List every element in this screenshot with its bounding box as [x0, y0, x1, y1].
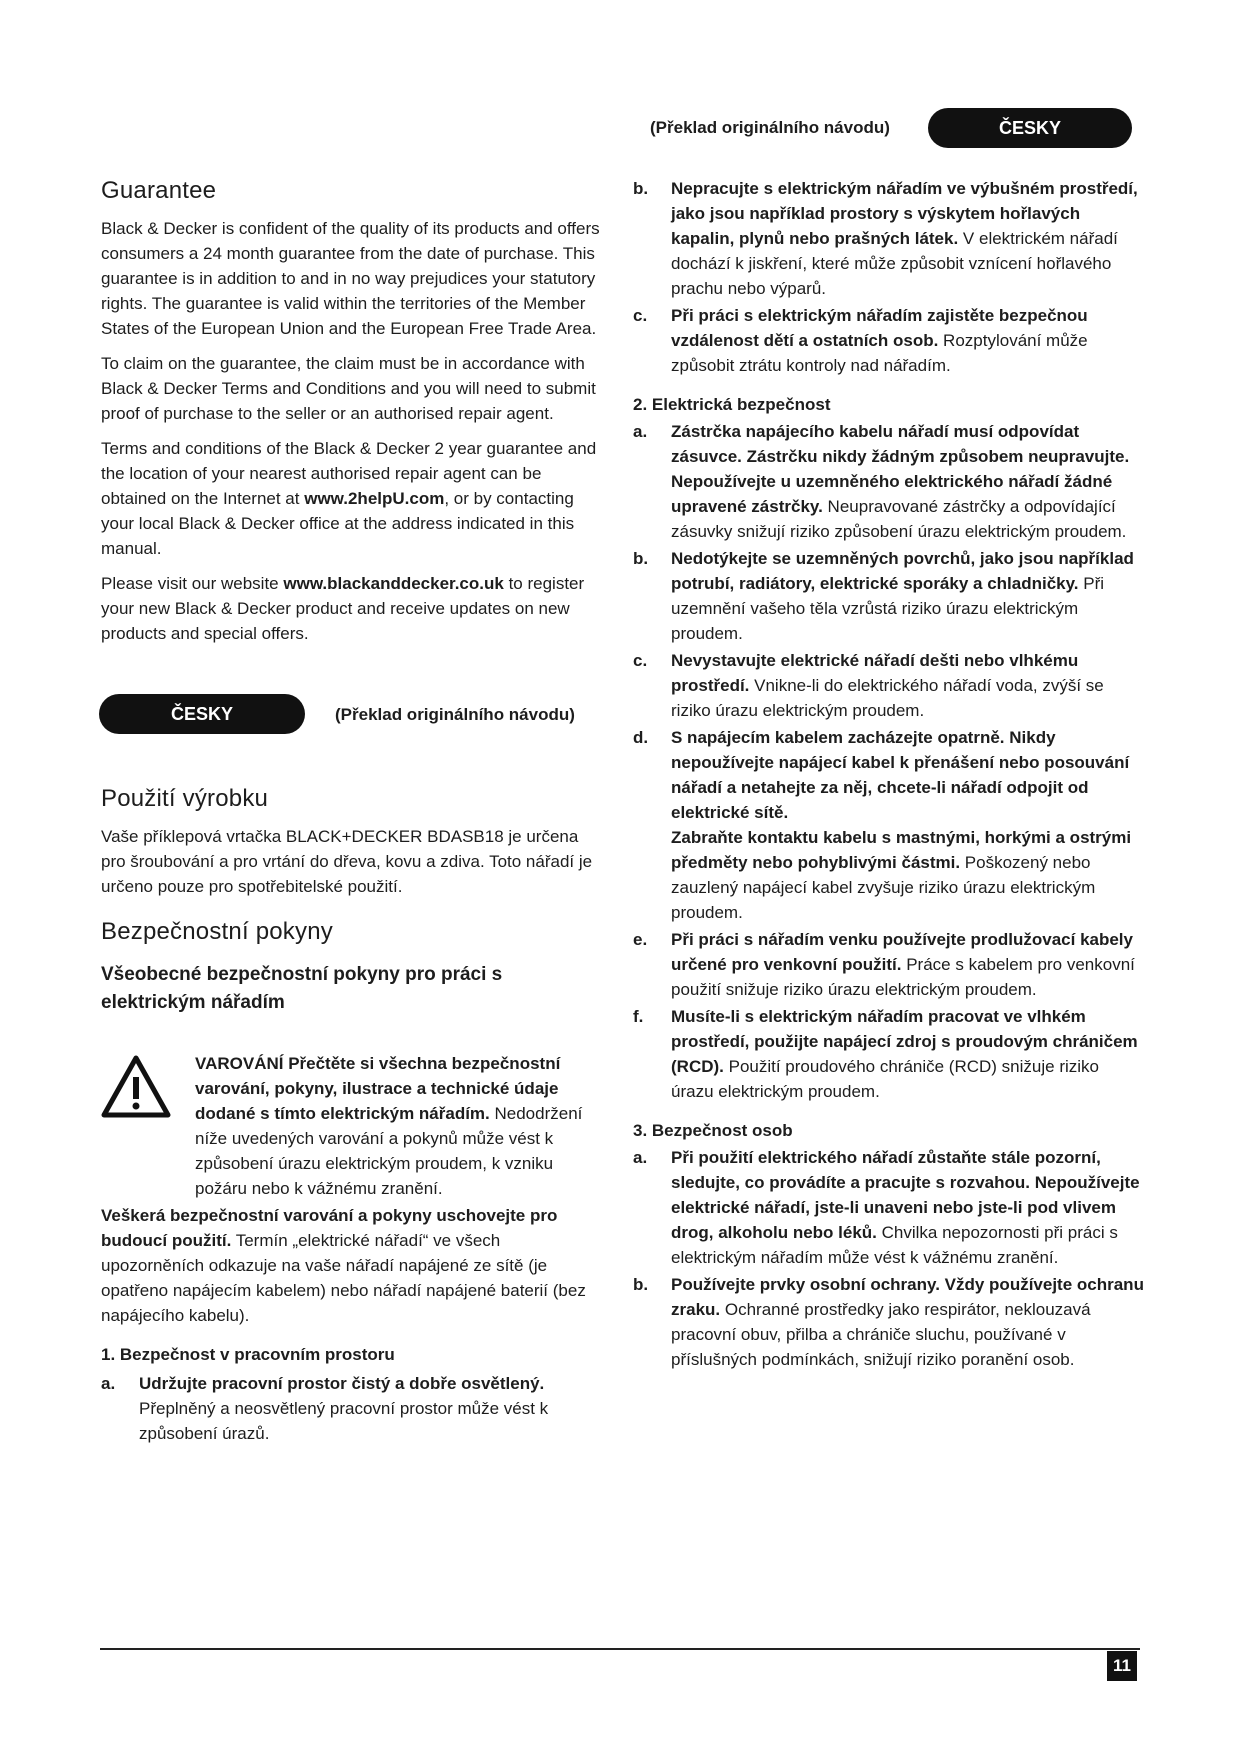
guarantee-terms-paragraph: Terms and conditions of the Black & Decker 2 year guarantee and the location of your nearest authorised repair agent can be obtained on the Internet at www.2helpU.com, or by contacting your local Black & Decker office at the address indicated in this manual.	[101, 439, 597, 558]
website-link[interactable]: www.blackanddecker.co.uk	[283, 574, 504, 593]
warning-block	[101, 1051, 601, 1201]
list-item: b. Používejte prvky osobní ochrany. Vždy používejte ochranu zraku. Ochranné prostředky jako respirátor, neklouzavá pracovní obuv, přilba a chrániče sluchu, používané v příslušných podmínkách, snižují riziko poranění osob.	[633, 1275, 1144, 1369]
guarantee-paragraph: Black & Decker is confident of the quality of its products and offers consumers a 24 month guarantee from the date of purchase. This guarantee is in addition to and in no way prejudices your statutory rights. The guarantee is valid within the territories of the Member States of the European Union and the European Free Trade Area.	[101, 219, 600, 338]
list-item: d. S napájecím kabelem zacházejte opatrně. Nikdy nepoužívejte napájecí kabel k přenášení nebo posouvání nářadí a netahejte za něj, chcete-li nářadí odpojit od elektrické sítě. Zabraňte kontaktu kabelu s mastnými, horkými a ostrými předměty nebo pohyblivými částmi. Poškozený nebo zauzlený napájecí kabel zvyšuje riziko úrazu elektrickým proudem.	[633, 728, 1132, 922]
list-item: a. Zástrčka napájecího kabelu nářadí musí odpovídat zásuvce. Zástrčku nikdy žádným způsobem neupravujte. Nepoužívejte u uzemněného elektrického nářadí žádné upravené zástrčky. Neupravované zástrčky a odpovídající zásuvky snižují riziko způsobení úrazu elektrickým proudem.	[633, 422, 1130, 541]
section-heading-3: 3. Bezpečnost osob	[633, 1121, 793, 1140]
helpu-link[interactable]: www.2helpU.com	[304, 489, 445, 508]
section-heading-2: 2. Elektrická bezpečnost	[633, 395, 831, 414]
warning-triangle-icon	[101, 1055, 171, 1119]
guarantee-title: Guarantee	[101, 177, 217, 204]
list-item: c. Při práci s elektrickým nářadím zajistěte bezpečnou vzdálenost dětí a ostatních osob. Rozptylování může způsobit ztrátu kontroly nad nářadím.	[633, 306, 1088, 375]
section-heading-1: 1. Bezpečnost v pracovním prostoru	[101, 1345, 395, 1364]
warning-text: VAROVÁNÍ Přečtěte si všechna bezpečnostní varování, pokyny, ilustrace a technické údaje dodané s tímto elektrickým nářadím. Nedodržení níže uvedených varování a pokynů může vést k způsobení úrazu elektrickým proudem, k vzniku požáru nebo k vážnému zranění.	[195, 1054, 583, 1198]
section-banner	[101, 694, 601, 738]
safety-title: Bezpečnostní pokyny	[101, 918, 333, 945]
left-column	[101, 176, 601, 1446]
list-item: b. Nedotýkejte se uzemněných povrchů, jako jsou například potrubí, radiátory, elektrické sporáky a chladničky. Při uzemnění vašeho těla vzrůstá riziko úrazu elektrickým proudem.	[633, 549, 1134, 643]
list-item: a. Udržujte pracovní prostor čistý a dobře osvětlený. Přeplněný a neosvětlený pracovní prostor může vést k způsobení úrazů.	[101, 1374, 549, 1443]
list-item: c. Nevystavujte elektrické nářadí dešti nebo vlhkému prostředí. Vnikne-li do elektrického nářadí voda, zvýší se riziko úrazu elektrickým proudem.	[633, 651, 1104, 720]
page-number: 11	[1107, 1651, 1137, 1681]
right-column	[633, 176, 1145, 1372]
list-item: e. Při práci s nářadím venku používejte prodlužovací kabely určené pro venkovní použití. Práce s kabelem pro venkovní použití snižuje riziko úrazu elektrickým proudem.	[633, 930, 1135, 999]
guarantee-website-paragraph: Please visit our website www.blackanddecker.co.uk to register your new Black & Decker product and receive updates on new products and special offers.	[101, 574, 585, 643]
section-language-pill: ČESKY	[99, 694, 305, 734]
guarantee-claim-paragraph: To claim on the guarantee, the claim must be in accordance with Black & Decker Terms and Conditions and you will need to submit proof of purchase to the seller or an authorised repair agent.	[101, 354, 596, 423]
header-label: (Překlad originálního návodu)	[650, 118, 890, 137]
footer-divider	[100, 1648, 1140, 1650]
list-item: b. Nepracujte s elektrickým nářadím ve výbušném prostředí, jako jsou například prostory s výskytem hořlavých kapalin, plynů nebo prašných látek. V elektrickém nářadí dochází k jiskření, které může způsobit vznícení hořlavého prachu nebo výparů.	[633, 179, 1138, 298]
keep-instructions: Veškerá bezpečnostní varování a pokyny uschovejte pro budoucí použití. Termín „elektrické nářadí“ ve všech upozorněních odkazuje na vaše nářadí napájené ze sítě (je opatřeno napájecím kabelem) nebo nářadí napájené baterií (bez napájecího kabelu).	[101, 1206, 586, 1325]
list-item: a. Při použití elektrického nářadí zůstaňte stále pozorní, sledujte, co provádíte a pracujte s rozvahou. Nepoužívejte elektrické nářadí, jste-li unaveni nebo jste-li pod vlivem drog, alkoholu nebo léků. Chvilka nepozornosti při práci s elektrickým nářadím může vést k vážnému zranění.	[633, 1148, 1140, 1267]
list-item: f. Musíte-li s elektrickým nářadím pracovat ve vlhkém prostředí, použijte napájecí zdroj s proudovým chráničem (RCD). Použití proudového chrániče (RCD) snižuje riziko úrazu elektrickým proudem.	[633, 1007, 1138, 1101]
language-pill: ČESKY	[928, 108, 1132, 148]
safety-subtitle: Všeobecné bezpečnostní pokyny pro práci s elektrickým nářadím	[101, 964, 503, 1013]
section-label: (Překlad originálního návodu)	[335, 705, 575, 724]
usage-title: Použití výrobku	[101, 785, 269, 812]
usage-text: Vaše příklepová vrtačka BLACK+DECKER BDASB18 je určena pro šroubování a pro vrtání do dřeva, kovu a zdiva. Toto nářadí je určeno pouze pro spotřebitelské použití.	[101, 827, 593, 896]
